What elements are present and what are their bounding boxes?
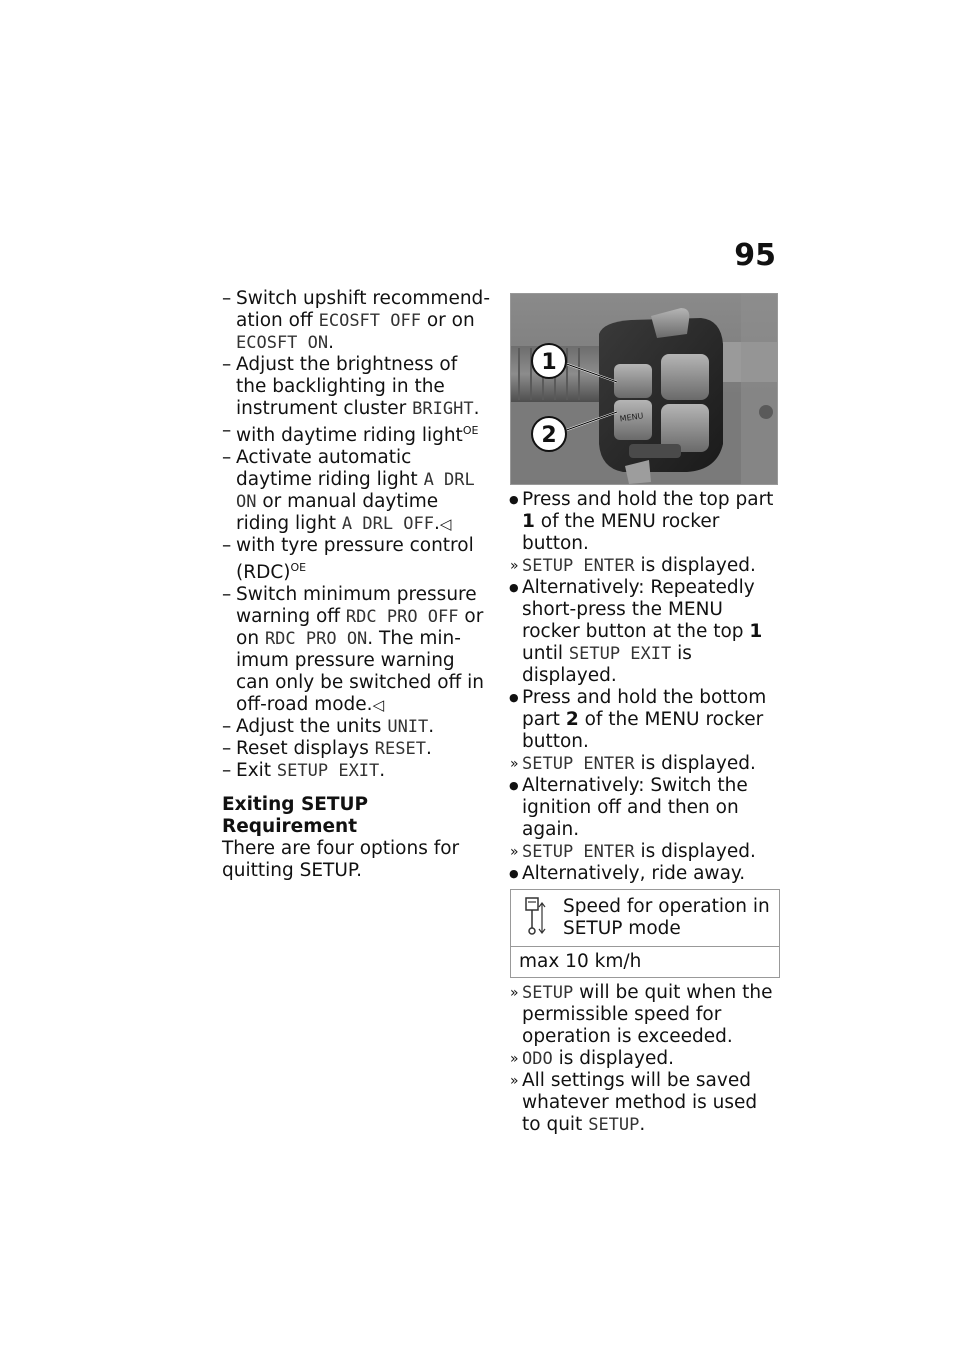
callout-2: 2 <box>541 423 557 448</box>
result-item: » All settings will be saved whatever method is used to quit SETUP. <box>510 1070 780 1136</box>
step-item: ● Alternatively: Switch the ignition off and then on again. <box>510 775 780 841</box>
list-item: – with tyre pressure control (RDC)$^{OE}$ <box>222 535 492 584</box>
left-column <box>222 288 492 882</box>
spec-value: max 10 km/h <box>519 951 642 972</box>
step-item: ● Press and hold the top part 1 of the MENU rocker button. <box>510 489 780 555</box>
step-item: ● Press and hold the bottom part 2 of the MENU rocker button. <box>510 687 780 753</box>
step-item: ● Alternatively, ride away. <box>510 863 780 885</box>
speed-spec-table <box>510 889 780 978</box>
list-item: – Switch upshift recommendation off ECOSFT OFF or on ECOSFT ON. <box>222 288 492 354</box>
list-item: – with daytime riding light$^{OE}$ <box>222 420 492 447</box>
right-column <box>510 293 780 1136</box>
end-of-section-mark: ◁ <box>439 515 452 534</box>
subsection-heading: Requirement <box>222 816 358 838</box>
list-item: – Adjust the units UNIT. <box>222 716 492 738</box>
list-item: – Switch minimum pressure warning off RDC PRO OFF or on RDC PRO ON. The minimum pressure warning can only be switched off in off-road mode.◁ <box>222 584 492 716</box>
list-item: – Activate automatic daytime riding light A DRL ON or manual daytime riding light A DRL OFF.◁ <box>222 447 492 535</box>
step-item: ● Alternatively: Repeatedly short-press the MENU rocker button at the top 1 until SETUP EXIT is displayed. <box>510 577 780 687</box>
page-number: 95 <box>734 238 776 273</box>
list-item: – Adjust the brightness of the backlighting in the instrument cluster BRIGHT. <box>222 354 492 420</box>
menu-button-label: MENU <box>619 411 644 424</box>
handlebar-switch-illustration <box>511 294 778 485</box>
paragraph: There are four options for quitting SETUP. <box>222 838 460 882</box>
end-of-section-mark: ◁ <box>372 696 385 715</box>
callout-1: 1 <box>541 350 557 375</box>
spec-label: Speed for operation in SETUP mode <box>563 896 770 939</box>
speedometer-range-icon <box>523 896 547 936</box>
result-item: » SETUP ENTER is displayed. <box>510 555 780 577</box>
result-item: » SETUP ENTER is displayed. <box>510 753 780 775</box>
result-item: » SETUP will be quit when the permissible speed for operation is exceeded. <box>510 982 780 1048</box>
handlebar-switch-photo <box>510 293 778 485</box>
list-item: – Reset displays RESET. <box>222 738 492 760</box>
list-item: – Exit SETUP EXIT. <box>222 760 492 782</box>
spec-header <box>511 890 779 947</box>
result-item: » ODO is displayed. <box>510 1048 780 1070</box>
section-heading: Exiting SETUP <box>222 794 369 816</box>
result-item: » SETUP ENTER is displayed. <box>510 841 780 863</box>
